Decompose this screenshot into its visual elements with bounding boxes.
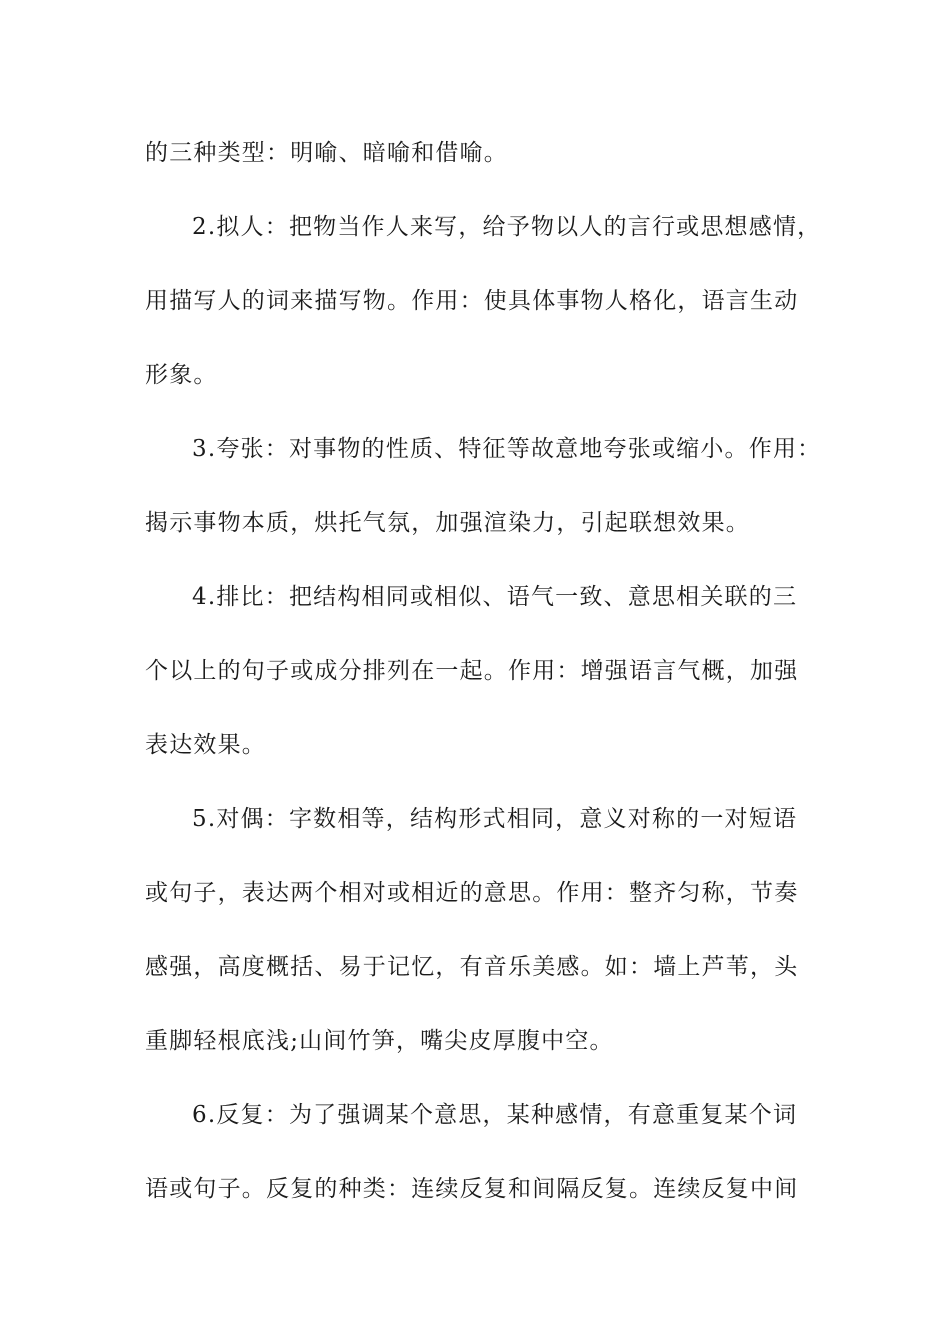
text-line: 的三种类型：明喻、暗喻和借喻。 (145, 140, 508, 166)
text-line: 表达效果。 (145, 732, 266, 758)
text-line: 形象。 (145, 362, 218, 388)
paragraph-repetition-line-1: 6.反复：为了强调某个意思，某种感情，有意重复某个词 (192, 1102, 798, 1128)
text-line: 感强，高度概括、易于记忆，有音乐美感。如：墙上芦苇，头 (145, 954, 799, 980)
text-line: 或句子，表达两个相对或相近的意思。作用：整齐匀称，节奏 (145, 880, 799, 906)
paragraph-parallelism-line-1: 4.排比：把结构相同或相似、语气一致、意思相关联的三 (192, 584, 798, 610)
text-line: 个以上的句子或成分排列在一起。作用：增强语言气概，加强 (145, 658, 799, 684)
text-line: 用描写人的词来描写物。作用：使具体事物人格化，语言生动 (145, 288, 799, 314)
paragraph-hyperbole-line-1: 3.夸张：对事物的性质、特征等故意地夸张或缩小。作用： (192, 436, 822, 462)
text-line: 揭示事物本质，烘托气氛，加强渲染力，引起联想效果。 (145, 510, 750, 536)
paragraph-antithesis-line-1: 5.对偶：字数相等，结构形式相同，意义对称的一对短语 (192, 806, 798, 832)
text-line: 重脚轻根底浅;山间竹笋，嘴尖皮厚腹中空。 (145, 1028, 614, 1054)
paragraph-personification-line-1: 2.拟人：把物当作人来写，给予物以人的言行或思想感情， (192, 214, 822, 240)
text-line: 语或句子。反复的种类：连续反复和间隔反复。连续反复中间 (145, 1176, 799, 1202)
